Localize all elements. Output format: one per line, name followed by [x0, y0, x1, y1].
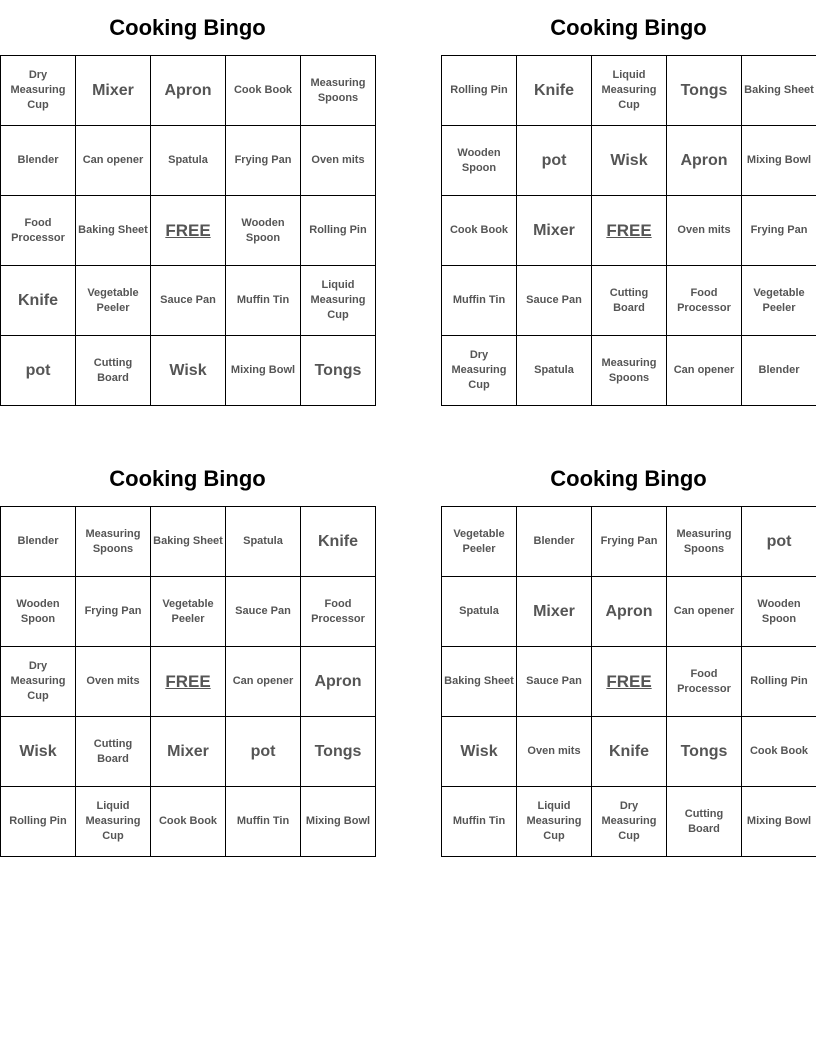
bingo-cell: Baking Sheet — [76, 196, 151, 266]
bingo-cell: pot — [1, 336, 76, 406]
bingo-cell: Food Processor — [1, 196, 76, 266]
grid-row — [1, 577, 376, 647]
bingo-cell: Wisk — [1, 717, 76, 787]
bingo-cell: Dry Measuring Cup — [1, 56, 76, 126]
bingo-cell: Dry Measuring Cup — [1, 647, 76, 717]
bingo-cell: Muffin Tin — [442, 266, 517, 336]
bingo-cell: pot — [742, 507, 816, 577]
bingo-cell: Frying Pan — [742, 196, 816, 266]
bingo-cell: Muffin Tin — [226, 266, 301, 336]
bingo-cell: Rolling Pin — [742, 647, 816, 717]
bingo-cell: Mixer — [76, 56, 151, 126]
bingo-cell: Mixing Bowl — [226, 336, 301, 406]
bingo-cell: Vegetable Peeler — [151, 577, 226, 647]
bingo-cell: pot — [517, 126, 592, 196]
bingo-cell: Oven mits — [667, 196, 742, 266]
bingo-cell: Wooden Spoon — [1, 577, 76, 647]
bingo-cell: Cook Book — [442, 196, 517, 266]
bingo-card-4 — [441, 451, 816, 857]
bingo-cell: Measuring Spoons — [592, 336, 667, 406]
bingo-cell: Vegetable Peeler — [742, 266, 816, 336]
grid-row — [442, 336, 816, 406]
bingo-cell: Rolling Pin — [442, 56, 517, 126]
free-space-cell: FREE — [151, 647, 226, 717]
bingo-cell: Sauce Pan — [517, 647, 592, 717]
bingo-cell: Apron — [151, 56, 226, 126]
bingo-cell: Measuring Spoons — [301, 56, 376, 126]
bingo-cell: Spatula — [226, 507, 301, 577]
bingo-cell: Measuring Spoons — [667, 507, 742, 577]
bingo-cell: Tongs — [301, 717, 376, 787]
bingo-cell: Can opener — [226, 647, 301, 717]
bingo-cell: Tongs — [667, 717, 742, 787]
bingo-cell: Cutting Board — [667, 787, 742, 857]
bingo-cell: Knife — [517, 56, 592, 126]
bingo-cell: Mixing Bowl — [742, 126, 816, 196]
grid-row — [1, 56, 376, 126]
bingo-grid — [0, 506, 376, 857]
bingo-cell: Mixer — [517, 577, 592, 647]
grid-row — [1, 647, 376, 717]
bingo-cell: Knife — [592, 717, 667, 787]
bingo-cell: Vegetable Peeler — [442, 507, 517, 577]
bingo-cell: Blender — [517, 507, 592, 577]
bingo-cell: Can opener — [667, 336, 742, 406]
bingo-cell: Food Processor — [667, 647, 742, 717]
bingo-cell: Baking Sheet — [742, 56, 816, 126]
bingo-cell: Cook Book — [151, 787, 226, 857]
bingo-cell: Blender — [742, 336, 816, 406]
bingo-cell: Frying Pan — [76, 577, 151, 647]
bingo-cell: Food Processor — [667, 266, 742, 336]
grid-row — [442, 196, 816, 266]
bingo-card-2 — [441, 0, 816, 406]
bingo-card-3 — [0, 451, 375, 857]
bingo-cell: Wisk — [592, 126, 667, 196]
bingo-cell: pot — [226, 717, 301, 787]
card-title: Cooking Bingo — [550, 15, 707, 40]
bingo-cell: Can opener — [76, 126, 151, 196]
grid-row — [442, 787, 816, 857]
grid-row — [1, 507, 376, 577]
bingo-cell: Blender — [1, 507, 76, 577]
bingo-cell: Blender — [1, 126, 76, 196]
bingo-cell: Oven mits — [301, 126, 376, 196]
bingo-cell: Dry Measuring Cup — [592, 787, 667, 857]
bingo-cell: Wooden Spoon — [226, 196, 301, 266]
free-space-cell: FREE — [592, 196, 667, 266]
bingo-cell: Measuring Spoons — [76, 507, 151, 577]
bingo-cell: Mixer — [151, 717, 226, 787]
grid-row — [1, 336, 376, 406]
free-space-cell: FREE — [592, 647, 667, 717]
card-title: Cooking Bingo — [109, 466, 266, 491]
bingo-cell: Mixing Bowl — [301, 787, 376, 857]
bingo-cell: Dry Measuring Cup — [442, 336, 517, 406]
free-space-cell: FREE — [151, 196, 226, 266]
bingo-cell: Spatula — [517, 336, 592, 406]
bingo-cell: Liquid Measuring Cup — [592, 56, 667, 126]
bingo-cell: Vegetable Peeler — [76, 266, 151, 336]
bingo-cell: Wisk — [151, 336, 226, 406]
bingo-cell: Oven mits — [517, 717, 592, 787]
bingo-cell: Tongs — [301, 336, 376, 406]
grid-row — [1, 126, 376, 196]
grid-row — [442, 126, 816, 196]
bingo-cell: Rolling Pin — [301, 196, 376, 266]
bingo-cell: Cutting Board — [592, 266, 667, 336]
bingo-grid — [441, 55, 816, 406]
bingo-cell: Apron — [301, 647, 376, 717]
bingo-cell: Apron — [667, 126, 742, 196]
bingo-cell: Spatula — [442, 577, 517, 647]
bingo-cell: Tongs — [667, 56, 742, 126]
bingo-cell: Sauce Pan — [151, 266, 226, 336]
bingo-cell: Sauce Pan — [517, 266, 592, 336]
bingo-cell: Frying Pan — [592, 507, 667, 577]
bingo-cell: Cutting Board — [76, 336, 151, 406]
bingo-cell: Muffin Tin — [226, 787, 301, 857]
grid-row — [1, 266, 376, 336]
bingo-cell: Knife — [301, 507, 376, 577]
bingo-cell: Liquid Measuring Cup — [301, 266, 376, 336]
bingo-cell: Rolling Pin — [1, 787, 76, 857]
bingo-cell: Cutting Board — [76, 717, 151, 787]
card-title: Cooking Bingo — [109, 15, 266, 40]
bingo-cell: Wooden Spoon — [442, 126, 517, 196]
bingo-cell: Oven mits — [76, 647, 151, 717]
grid-row — [442, 266, 816, 336]
bingo-grid — [0, 55, 376, 406]
bingo-cell: Liquid Measuring Cup — [517, 787, 592, 857]
bingo-cell: Muffin Tin — [442, 787, 517, 857]
bingo-cell: Wooden Spoon — [742, 577, 816, 647]
bingo-grid — [441, 506, 816, 857]
bingo-cell: Cook Book — [226, 56, 301, 126]
bingo-cell: Cook Book — [742, 717, 816, 787]
bingo-cell: Can opener — [667, 577, 742, 647]
grid-row — [442, 647, 816, 717]
bingo-cell: Frying Pan — [226, 126, 301, 196]
card-title: Cooking Bingo — [550, 466, 707, 491]
bingo-cell: Mixer — [517, 196, 592, 266]
bingo-cell: Liquid Measuring Cup — [76, 787, 151, 857]
bingo-card-1 — [0, 0, 375, 406]
bingo-cell: Wisk — [442, 717, 517, 787]
bingo-cell: Spatula — [151, 126, 226, 196]
bingo-cell: Knife — [1, 266, 76, 336]
bingo-cell: Baking Sheet — [442, 647, 517, 717]
grid-row — [442, 717, 816, 787]
grid-row — [442, 56, 816, 126]
grid-row — [1, 787, 376, 857]
bingo-cell: Mixing Bowl — [742, 787, 816, 857]
bingo-cell: Food Processor — [301, 577, 376, 647]
bingo-cell: Sauce Pan — [226, 577, 301, 647]
grid-row — [442, 577, 816, 647]
bingo-cell: Apron — [592, 577, 667, 647]
grid-row — [1, 717, 376, 787]
grid-row — [442, 507, 816, 577]
grid-row — [1, 196, 376, 266]
bingo-cell: Baking Sheet — [151, 507, 226, 577]
